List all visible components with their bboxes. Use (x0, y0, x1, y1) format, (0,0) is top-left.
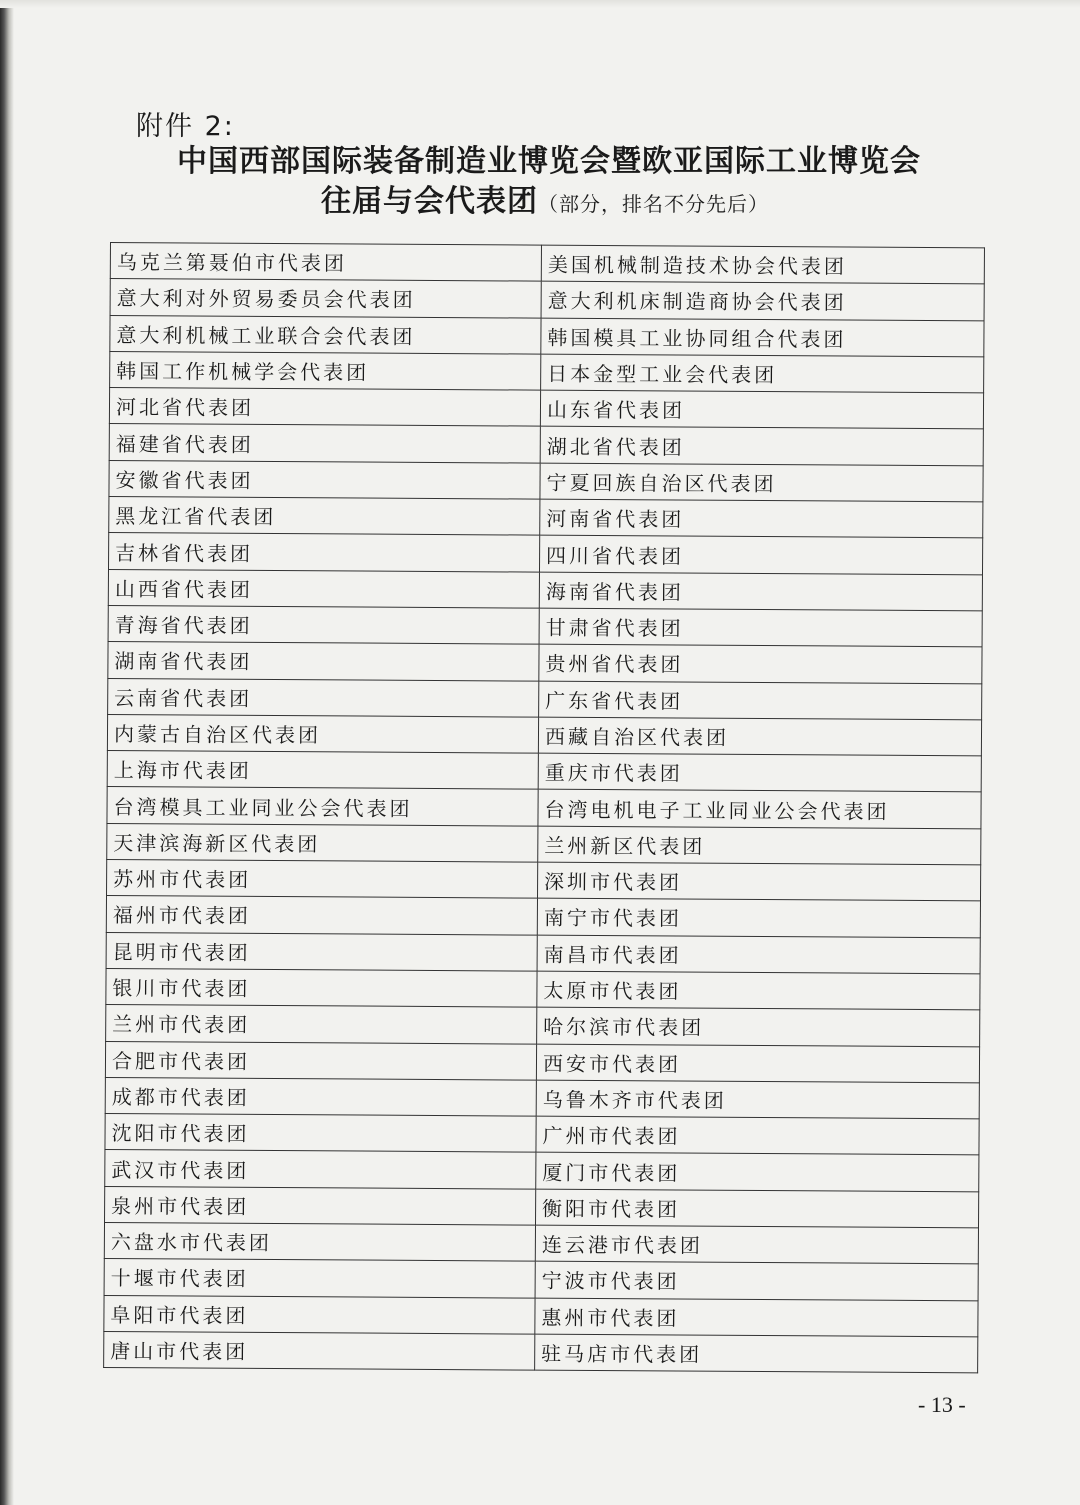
delegation-cell-left: 六盘水市代表团 (104, 1223, 535, 1262)
delegation-cell-right: 太原市代表团 (537, 971, 980, 1010)
delegation-cell-right: 西藏自治区代表团 (538, 717, 981, 756)
table-row (104, 1295, 978, 1337)
table-row (104, 1331, 978, 1373)
table-row (104, 1223, 978, 1265)
table-row (107, 751, 981, 793)
delegation-cell-left: 苏州市代表团 (107, 860, 538, 899)
table-row (106, 932, 980, 974)
delegation-cell-left: 乌克兰第聂伯市代表团 (110, 243, 541, 282)
delegation-cell-right: 厦门市代表团 (536, 1153, 979, 1192)
delegation-cell-left: 云南省代表团 (108, 678, 539, 717)
delegation-cell-right: 广东省代表团 (539, 681, 982, 720)
table-row (110, 279, 984, 321)
table-row (105, 1186, 979, 1228)
delegation-cell-left: 青海省代表团 (108, 605, 539, 644)
delegation-cell-left: 山西省代表团 (108, 569, 539, 608)
table-row (108, 642, 982, 684)
delegation-cell-left: 沈阳市代表团 (105, 1114, 536, 1153)
delegation-cell-right: 宁夏回族自治区代表团 (540, 463, 983, 502)
table-row (105, 1077, 979, 1119)
delegation-cell-right: 哈尔滨市代表团 (537, 1007, 980, 1046)
delegation-cell-left: 韩国工作机械学会代表团 (110, 351, 541, 390)
delegation-cell-left: 安徽省代表团 (109, 460, 540, 499)
delegation-cell-left: 银川市代表团 (106, 968, 537, 1007)
delegation-cell-left: 台湾模具工业同业公会代表团 (107, 787, 538, 826)
delegation-cell-left: 福建省代表团 (109, 424, 540, 463)
table-row (109, 497, 983, 539)
delegation-cell-left: 意大利对外贸易委员会代表团 (110, 279, 541, 318)
table-row (106, 896, 980, 938)
table-row (108, 678, 982, 720)
table-row (106, 968, 980, 1010)
delegation-cell-right: 美国机械制造技术协会代表团 (541, 245, 984, 284)
scan-edge-top (0, 0, 1080, 8)
delegation-cell-right: 河南省代表团 (540, 499, 983, 538)
table-row (110, 243, 984, 285)
table-row (107, 714, 981, 756)
table-row (109, 533, 983, 575)
delegation-cell-right: 海南省代表团 (539, 572, 982, 611)
table-row (104, 1259, 978, 1301)
delegation-cell-left: 天津滨海新区代表团 (107, 823, 538, 862)
delegation-table-wrapper (103, 242, 985, 1395)
delegation-cell-right: 惠州市代表团 (535, 1298, 978, 1337)
delegation-cell-right: 广州市代表团 (536, 1116, 979, 1155)
table-row (107, 787, 981, 829)
delegation-cell-left: 湖南省代表团 (108, 642, 539, 681)
delegation-cell-right: 深圳市代表团 (537, 862, 980, 901)
delegation-cell-right: 意大利机床制造商协会代表团 (541, 281, 984, 320)
delegation-cell-left: 泉州市代表团 (105, 1186, 536, 1225)
delegation-cell-left: 福州市代表团 (106, 896, 537, 935)
delegation-cell-right: 韩国模具工业协同组合代表团 (541, 318, 984, 357)
delegation-table (103, 242, 985, 1374)
delegation-cell-left: 成都市代表团 (105, 1077, 536, 1116)
table-row (110, 351, 984, 393)
attachment-label: 附件 2: (136, 111, 235, 142)
document-subtitle (0, 176, 1080, 220)
delegation-cell-left: 武汉市代表团 (105, 1150, 536, 1189)
table-row (107, 823, 981, 865)
delegation-cell-left: 阜阳市代表团 (104, 1295, 535, 1334)
delegation-cell-left: 十堰市代表团 (104, 1259, 535, 1298)
table-row (107, 860, 981, 902)
delegation-cell-right: 台湾电机电子工业同业公会代表团 (538, 790, 981, 829)
delegation-cell-right: 连云港市代表团 (535, 1225, 978, 1264)
delegation-cell-left: 唐山市代表团 (104, 1331, 535, 1370)
page-number: - 13 - (918, 1392, 966, 1417)
delegation-cell-right: 南宁市代表团 (537, 898, 980, 937)
delegation-cell-right: 重庆市代表团 (538, 753, 981, 792)
table-row (106, 1005, 980, 1047)
delegation-cell-right: 宁波市代表团 (535, 1261, 978, 1300)
delegation-cell-right: 四川省代表团 (539, 536, 982, 575)
delegation-cell-right: 贵州省代表团 (539, 644, 982, 683)
delegation-cell-right: 南昌市代表团 (537, 935, 980, 974)
table-row (105, 1114, 979, 1156)
delegation-cell-left: 昆明市代表团 (106, 932, 537, 971)
table-row (105, 1041, 979, 1083)
delegation-cell-left: 意大利机械工业联合会代表团 (110, 315, 541, 354)
delegation-cell-right: 日本金型工业会代表团 (541, 354, 984, 393)
subtitle-note: （部分，排名不分先后） (538, 192, 769, 216)
delegation-table-body (104, 243, 985, 1374)
delegation-cell-left: 河北省代表团 (109, 388, 540, 427)
table-row (109, 388, 983, 430)
delegation-cell-right: 衡阳市代表团 (536, 1189, 979, 1228)
table-row (108, 605, 982, 647)
delegation-cell-right: 山东省代表团 (540, 390, 983, 429)
delegation-cell-right: 西安市代表团 (536, 1044, 979, 1083)
delegation-cell-left: 兰州市代表团 (106, 1005, 537, 1044)
delegation-cell-left: 吉林省代表团 (109, 533, 540, 572)
table-row (109, 424, 983, 466)
delegation-cell-right: 兰州新区代表团 (538, 826, 981, 865)
delegation-cell-right: 乌鲁木齐市代表团 (536, 1080, 979, 1119)
table-row (105, 1150, 979, 1192)
table-row (109, 460, 983, 502)
subtitle-main: 往届与会代表团 (321, 184, 538, 219)
delegation-cell-right: 湖北省代表团 (540, 427, 983, 466)
delegation-cell-right: 甘肃省代表团 (539, 608, 982, 647)
table-row (108, 569, 982, 611)
scan-edge-left (0, 0, 14, 1505)
delegation-cell-left: 上海市代表团 (107, 751, 538, 790)
table-row (110, 315, 984, 357)
delegation-cell-left: 合肥市代表团 (105, 1041, 536, 1080)
delegation-cell-left: 黑龙江省代表团 (109, 497, 540, 536)
delegation-cell-left: 内蒙古自治区代表团 (107, 714, 538, 753)
delegation-cell-right: 驻马店市代表团 (535, 1334, 978, 1373)
document-title: 中国西部国际装备制造业博览会暨欧亚国际工业博览会 (177, 144, 921, 179)
